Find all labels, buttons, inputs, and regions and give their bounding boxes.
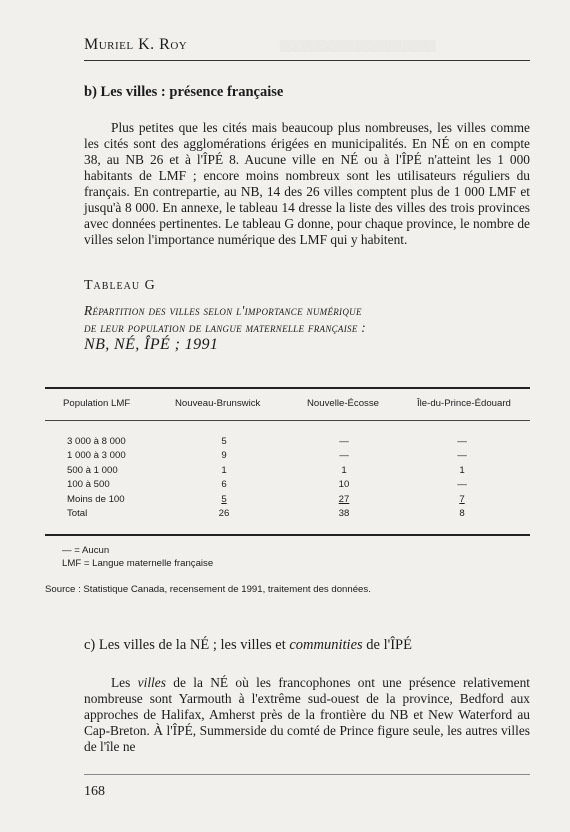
- table-title: [84, 302, 484, 353]
- table-title-line-1: Répartition des villes selon l'importance numérique: [84, 303, 362, 318]
- row-label: 500 à 1 000: [67, 465, 118, 476]
- cell-ipe-total: 8: [459, 508, 465, 519]
- cell-ne: 27: [338, 494, 350, 505]
- section-b-text: Plus petites que les cités mais beaucoup plus nombreuses, les villes comme les cités sont des agglomérations érigées en municipalités. En NÉ on en compte 38, au NB 26 et à l'ÎPÉ 8. Aucune ville en NÉ ou à l'ÎPÉ n'atteint les 1 000 habitants de LMF ; encore moins nombreux sont les utilisateurs réguliers du français. En contrepartie, au NB, 14 des 26 villes comptent plus de 1 000 LMF et jusqu'à 8 000. En annexe, le tableau 14 dresse la liste des villes des trois provinces avec données pertinentes. Le tableau G donne, pour chaque province, le nombre de villes selon l'importance numérique des LMF qui y habitent.: [84, 120, 530, 247]
- table-source: Source : Statistique Canada, recensement de 1991, traitement des données.: [45, 584, 371, 595]
- header-ne: Nouvelle-Écosse: [307, 398, 379, 409]
- cell-nb: 6: [221, 479, 227, 490]
- cell-ipe: 1: [459, 465, 465, 476]
- section-c-heading-italic: communities: [289, 637, 363, 653]
- page-number: 168: [84, 784, 105, 799]
- section-c-heading: [84, 637, 412, 654]
- section-c-heading-part1: c) Les villes de la NÉ ; les villes et: [84, 637, 290, 653]
- row-label: 3 000 à 8 000: [67, 436, 126, 447]
- table-bottom-rule: [45, 534, 530, 536]
- cell-nb-total: 26: [218, 508, 230, 519]
- header-rule: [84, 60, 530, 61]
- cell-ipe: —: [457, 479, 467, 490]
- cell-ne-total: 38: [338, 508, 350, 519]
- cell-nb: 9: [221, 450, 227, 461]
- cell-nb: 5: [221, 494, 227, 505]
- section-c-text-start: Les: [111, 675, 138, 690]
- header-rule-bottom: [45, 420, 530, 421]
- cell-nb: 5: [221, 436, 227, 447]
- cell-ipe: 7: [459, 494, 465, 505]
- section-b-paragraph: [84, 120, 530, 248]
- row-label: 1 000 à 3 000: [67, 450, 126, 461]
- row-label: 100 à 500: [67, 479, 110, 490]
- section-c-text: de la NÉ où les francophones ont une présence relativement nombreuse sont Yarmouth à l'extrême sud-ouest de la province, Bedford aux approches de Halifax, Amherst près de la frontière du NB et New Waterford au Cap-Breton. À l'ÎPÉ, Summerside du comté de Prince figure seule, les autres villes de l'île ne: [84, 675, 530, 754]
- section-b-heading: b) Les villes : présence française: [84, 84, 284, 100]
- section-c-paragraph: [84, 675, 530, 755]
- legend-lmf: LMF = Langue maternelle française: [62, 558, 214, 569]
- header-ipe: Île-du-Prince-Édouard: [417, 398, 511, 409]
- row-label: Moins de 100: [67, 494, 125, 505]
- table-title-line-2: de leur population de langue maternelle française :: [84, 320, 367, 335]
- cell-nb: 1: [221, 465, 227, 476]
- section-c-italic-word: villes: [137, 675, 166, 690]
- bleed-through: ▒▒▒▒▒▒▒▒▒▒▒▒▒▒▒▒▒▒▒▒: [280, 40, 436, 52]
- table-title-line-3: NB, NÉ, ÎPÉ ; 1991: [84, 336, 219, 353]
- section-c-heading-part2: de l'ÎPÉ: [362, 637, 412, 653]
- footer-rule: [84, 774, 530, 775]
- header-nb: Nouveau-Brunswick: [175, 398, 261, 409]
- cell-ne: —: [339, 436, 349, 447]
- table-label: Tableau G: [84, 278, 156, 293]
- row-label-total: Total: [67, 508, 88, 519]
- cell-ne: 10: [338, 479, 350, 490]
- legend-aucun: — = Aucun: [62, 545, 110, 556]
- running-head: Muriel K. Roy: [84, 36, 188, 53]
- cell-ipe: —: [457, 450, 467, 461]
- cell-ipe: —: [457, 436, 467, 447]
- header-population: Population LMF: [63, 398, 131, 409]
- cell-ne: —: [339, 450, 349, 461]
- cell-ne: 1: [341, 465, 347, 476]
